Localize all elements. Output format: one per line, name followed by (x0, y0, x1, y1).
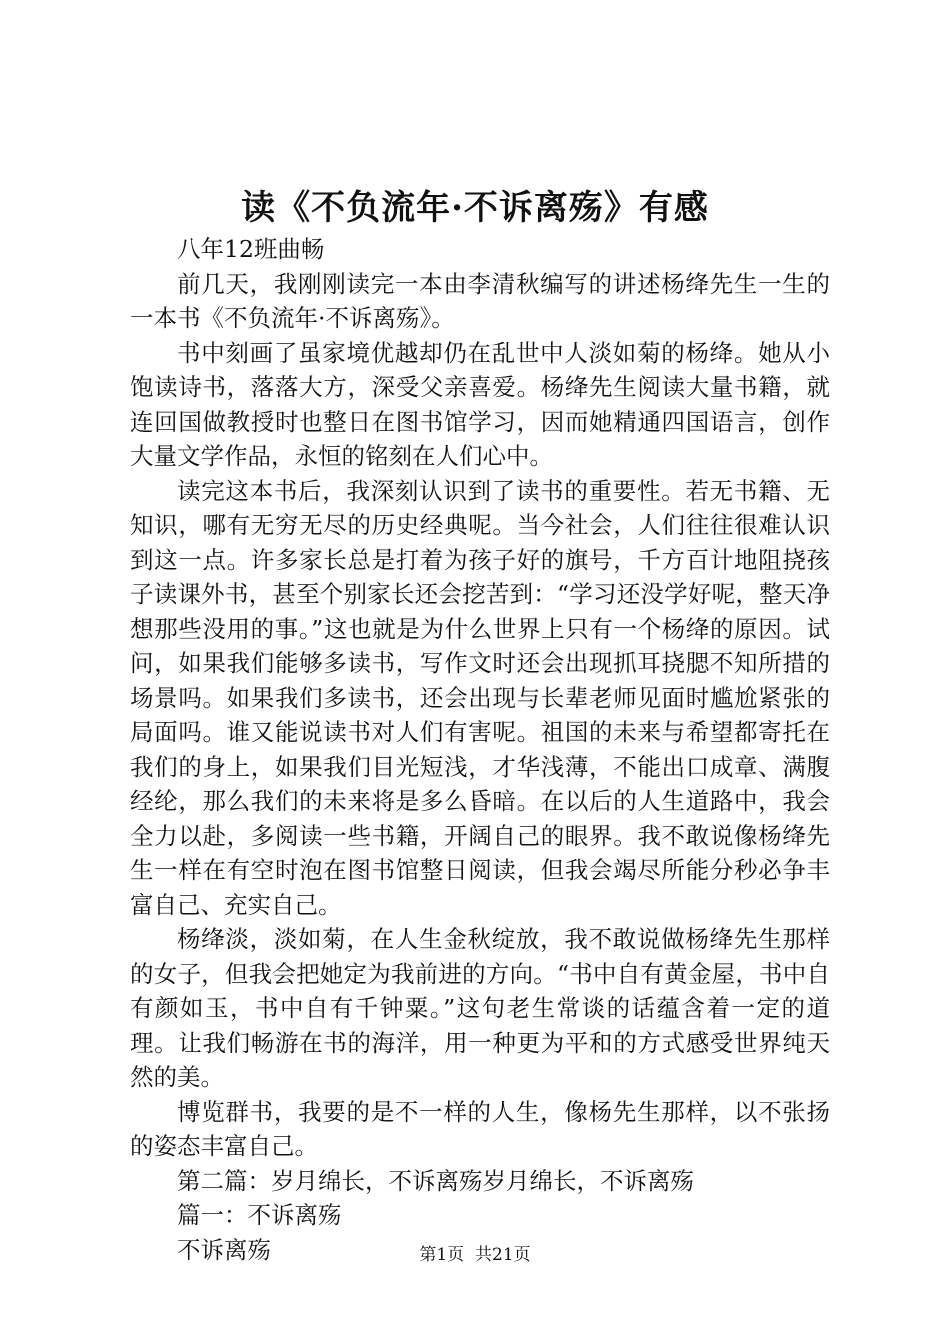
page-number: 第1页 (419, 1245, 465, 1265)
page-total: 共21页 (475, 1245, 531, 1265)
paragraph: 书中刻画了虽家境优越却仍在乱世中人淡如菊的杨绛。她从小饱读诗书，落落大方，深受父亲喜爱。杨绛先生阅读大量书籍，就连回国做教授时也整日在图书馆学习，因而她精通四国语言，创作大量文学作品，永恒的铭刻在人们心中。 (130, 338, 830, 470)
paragraph: 前几天，我刚刚读完一本由李清秋编写的讲述杨绛先生一生的一本书《不负流年·不诉离殇》。 (130, 269, 830, 332)
paragraph: 不诉离殇 (177, 1235, 271, 1264)
document-body (130, 232, 830, 1267)
section-heading: 篇一：不诉离殇 (177, 1201, 342, 1229)
document-title: 读《不负流年·不诉离殇》有感 (241, 188, 709, 228)
paragraph: 博览群书，我要的是不一样的人生，像杨先生那样，以不张扬的姿态丰富自己。 (130, 1097, 830, 1160)
paragraph: 杨绛淡，淡如菊，在人生金秋绽放，我不敢说做杨绛先生那样的女子，但我会把她定为我前进的方向。“书中自有黄金屋，书中自有颜如玉，书中自有千钟粟。”这句老生常谈的话蕴含着一定的道理。让我们畅游在书的海洋，用一种更为平和的方式感受世界纯天然的美。 (130, 925, 830, 1091)
page-footer (0, 1243, 950, 1267)
footer-spacer (464, 1245, 475, 1265)
section-heading: 第二篇：岁月绵长，不诉离殇岁月绵长，不诉离殇 (177, 1166, 694, 1195)
author-line: 八年12班曲畅 (177, 235, 325, 263)
paragraph: 读完这本书后，我深刻认识到了读书的重要性。若无书籍、无知识，哪有无穷无尽的历史经典呢。当今社会，人们往往很难认识到这一点。许多家长总是打着为孩子好的旗号，千方百计地阻挠孩子读课外书，甚至个别家长还会挖苦到：“学习还没学好呢，整天净想那些没用的事。”这也就是为什么世界上只有一个杨绛的原因。试问，如果我们能够多读书，写作文时还会出现抓耳挠腮不知所措的场景吗。如果我们多读书，还会出现与长辈老师见面时尴尬紧张的局面吗。谁又能说读书对人们有害呢。祖国的未来与希望都寄托在我们的身上，如果我们目光短浅，才华浅薄，不能出口成章、满腹经纶，那么我们的未来将是多么昏暗。在以后的人生道路中，我会全力以赴，多阅读一些书籍，开阔自己的眼界。我不敢说像杨绛先生一样在有空时泡在图书馆整日阅读，但我会竭尽所能分秒必争丰富自己、充实自己。 (130, 476, 830, 919)
